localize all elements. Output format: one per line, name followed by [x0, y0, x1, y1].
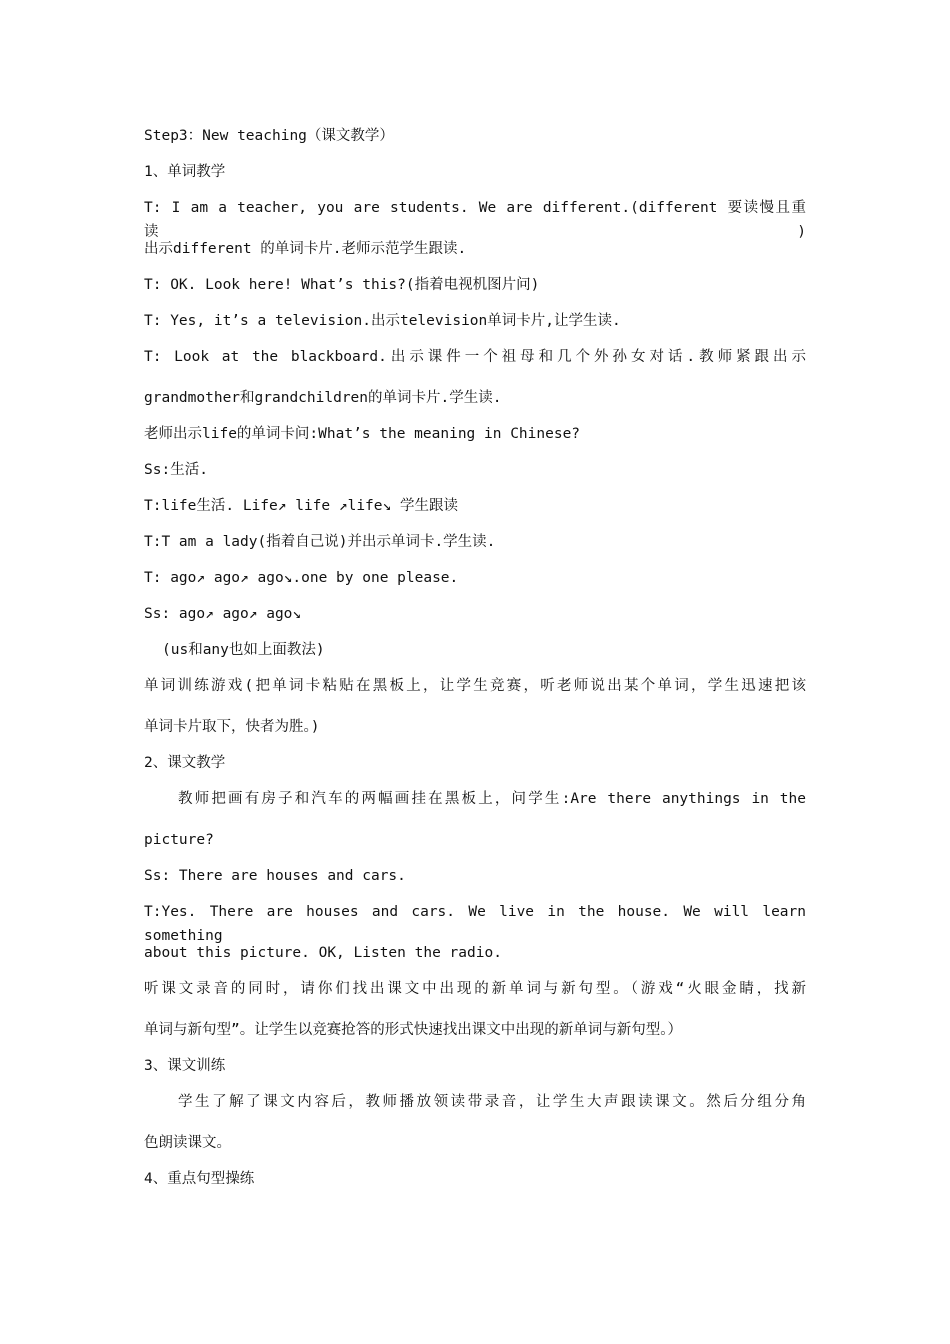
- paragraph-line: 听课文录音的同时，请你们找出课文中出现的新单词与新句型。（游戏“火眼金睛，找新: [144, 981, 806, 997]
- paragraph-line: about this picture. OK, Listen the radio.: [144, 945, 502, 961]
- section-heading-text-practice: 3、课文训练: [144, 1058, 226, 1074]
- paragraph-line: Ss: ago↗ ago↗ ago↘: [144, 606, 302, 622]
- paragraph-line: T: Look at the blackboard.出示课件一个祖母和几个外孙女对话.教师紧跟出示: [144, 349, 806, 365]
- paragraph-line: T:life生活. Life↗ life ↗life↘ 学生跟读: [144, 498, 458, 514]
- paragraph-line: T: I am a teacher, you are students. We are different.(different 要读慢且重读): [144, 200, 806, 240]
- document-body: [144, 124, 806, 1191]
- paragraph-line: 学生了解了课文内容后，教师播放领读带录音，让学生大声跟读课文。然后分组分角: [178, 1094, 806, 1110]
- paragraph-line: T:Yes. There are houses and cars. We live in the house. We will learn something: [144, 904, 806, 944]
- paragraph-line: 色朗读课文。: [144, 1135, 231, 1151]
- paragraph-line: picture?: [144, 832, 214, 848]
- paragraph-line: 教师把画有房子和汽车的两幅画挂在黑板上，问学生:Are there anythings in the: [178, 791, 806, 807]
- paragraph-line: 单词卡片取下，快者为胜。): [144, 719, 320, 735]
- paragraph-line: Ss: There are houses and cars.: [144, 868, 406, 884]
- paragraph-line: 单词训练游戏(把单词卡粘贴在黑板上，让学生竞赛，听老师说出某个单词，学生迅速把该: [144, 678, 806, 694]
- section-heading-vocabulary: 1、单词教学: [144, 164, 226, 180]
- step-heading: Step3：New teaching（课文教学）: [144, 128, 394, 144]
- paragraph-line: (us和any也如上面教法): [162, 642, 325, 658]
- paragraph-line: 老师出示life的单词卡问:What’s the meaning in Chinese?: [144, 426, 581, 442]
- paragraph-line: T: ago↗ ago↗ ago↘.one by one please.: [144, 570, 459, 586]
- paragraph-line: 单词与新句型”。让学生以竞赛抢答的形式快速找出课文中出现的新单词与新句型。）: [144, 1022, 682, 1038]
- paragraph-line: grandmother和grandchildren的单词卡片.学生读.: [144, 390, 502, 406]
- paragraph-line: T: OK. Look here! What’s this?(指着电视机图片问): [144, 277, 540, 293]
- section-heading-key-sentences: 4、重点句型操练: [144, 1171, 255, 1187]
- paragraph-line: Ss:生活.: [144, 462, 208, 478]
- paragraph-line: T:T am a lady(指着自己说)并出示单词卡.学生读.: [144, 534, 496, 550]
- paragraph-line: T: Yes, it’s a television.出示television单词卡片,让学生读.: [144, 313, 621, 329]
- section-heading-text-teaching: 2、课文教学: [144, 755, 226, 771]
- paragraph-line: 出示different 的单词卡片.老师示范学生跟读.: [144, 241, 467, 257]
